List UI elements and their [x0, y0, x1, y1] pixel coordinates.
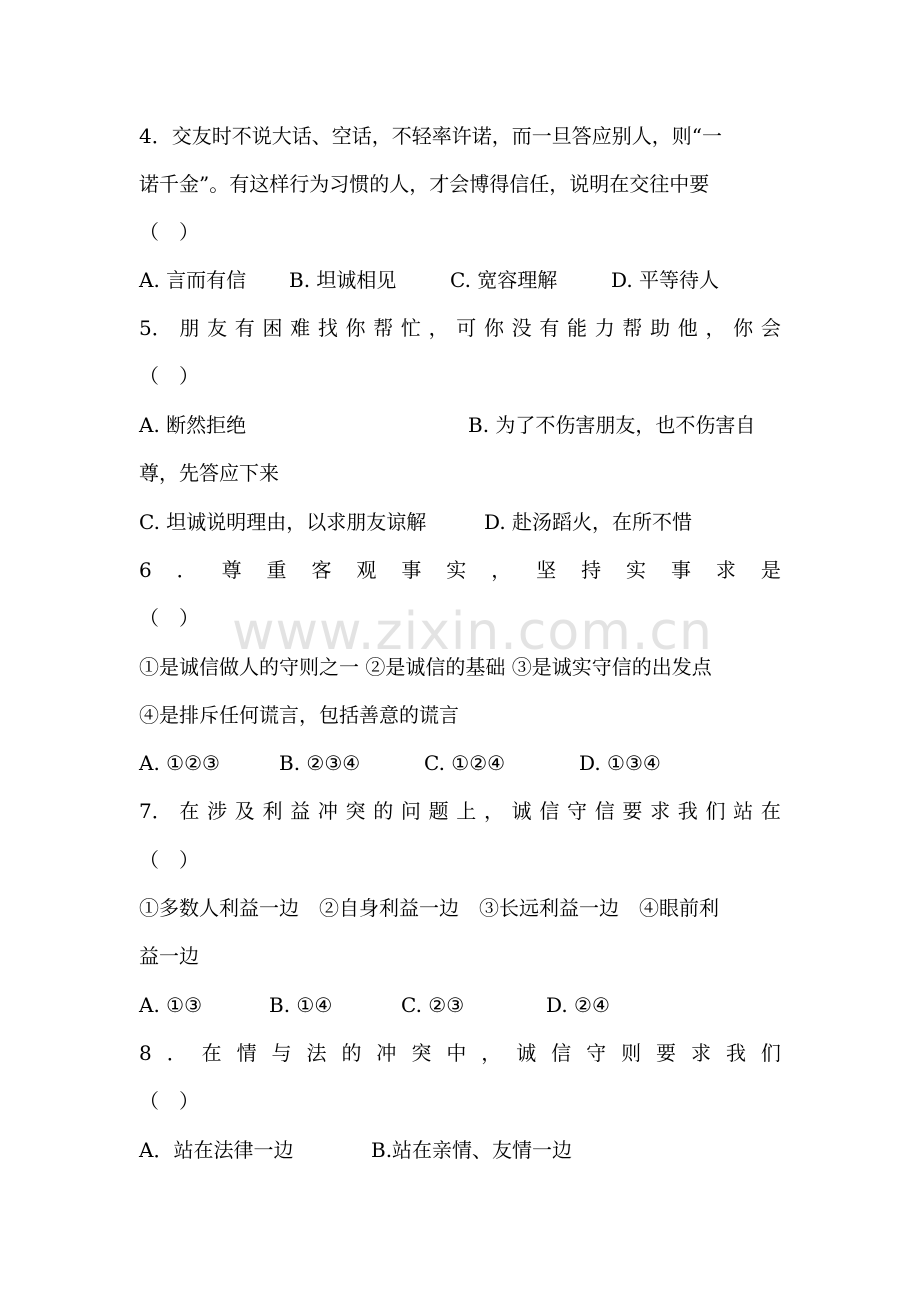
q6-option-a: A. ①②③	[139, 751, 220, 775]
q4-stem-line-2: 诺千金”。有这样行为习惯的人，才会博得信任，说明在交往中要	[139, 172, 710, 196]
q6-option-b: B. ②③④	[279, 751, 361, 775]
q4-option-d: D. 平等待人	[611, 268, 720, 292]
watermark: www.zixin.com.cn	[232, 602, 713, 662]
q8-stem: 8 ． 在 情 与 法 的 冲 突 中 ， 诚 信 守 则 要 求 我 们	[139, 1041, 781, 1065]
q4-option-a: A. 言而有信	[139, 268, 247, 292]
q6-answer-bracket: （ ）	[139, 606, 199, 630]
q7-stem: 7． 在 涉 及 利 益 冲 突 的 问 题 上 ， 诚 信 守 信 要 求 我 们 站 在	[139, 799, 781, 823]
q7-option-a: A. ①③	[139, 993, 203, 1017]
q5-answer-bracket: （ ）	[139, 364, 199, 388]
q4-option-b: B. 坦诚相见	[289, 268, 397, 292]
q6-items-line-2: ④是排斥任何谎言，包括善意的谎言	[139, 703, 459, 727]
q4-answer-bracket: （ ）	[139, 220, 199, 244]
q5-option-c: C. 坦诚说明理由，以求朋友谅解	[139, 510, 427, 534]
q5-option-b-line-2: 尊，先答应下来	[139, 461, 279, 485]
q8-option-b: B.站在亲情、友情一边	[371, 1138, 573, 1162]
q5-option-a: A. 断然拒绝	[139, 413, 247, 437]
q7-answer-bracket: （ ）	[139, 848, 199, 872]
q7-items-line-2: 益一边	[139, 944, 199, 968]
q5-option-d: D. 赴汤蹈火，在所不惜	[484, 510, 693, 534]
q7-items-line-1: ①多数人利益一边 ②自身利益一边 ③长远利益一边 ④眼前利	[139, 896, 719, 920]
q4-stem-line-1: 4．交友时不说大话、空话，不轻率许诺，而一旦答应别人，则“一	[139, 124, 722, 148]
q6-items-line-1: ①是诚信做人的守则之一 ②是诚信的基础 ③是诚实守信的出发点	[139, 655, 712, 679]
q8-answer-bracket: （ ）	[139, 1089, 199, 1113]
q7-option-d: D. ②④	[546, 993, 610, 1017]
q5-option-b-line-1: B. 为了不伤害朋友，也不伤害自	[468, 413, 756, 437]
q6-option-d: D. ①③④	[579, 751, 661, 775]
q8-option-a: A．站在法律一边	[139, 1138, 294, 1162]
q7-option-c: C. ②③	[401, 993, 465, 1017]
q5-stem: 5． 朋 友 有 困 难 找 你 帮 忙 ， 可 你 没 有 能 力 帮 助 他 ， 你 会	[139, 316, 781, 340]
q6-option-c: C. ①②④	[424, 751, 506, 775]
q4-option-c: C. 宽容理解	[450, 268, 558, 292]
q7-option-b: B. ①④	[269, 993, 333, 1017]
q6-stem: 6 ． 尊 重 客 观 事 实 ， 坚 持 实 事 求 是	[139, 558, 781, 582]
